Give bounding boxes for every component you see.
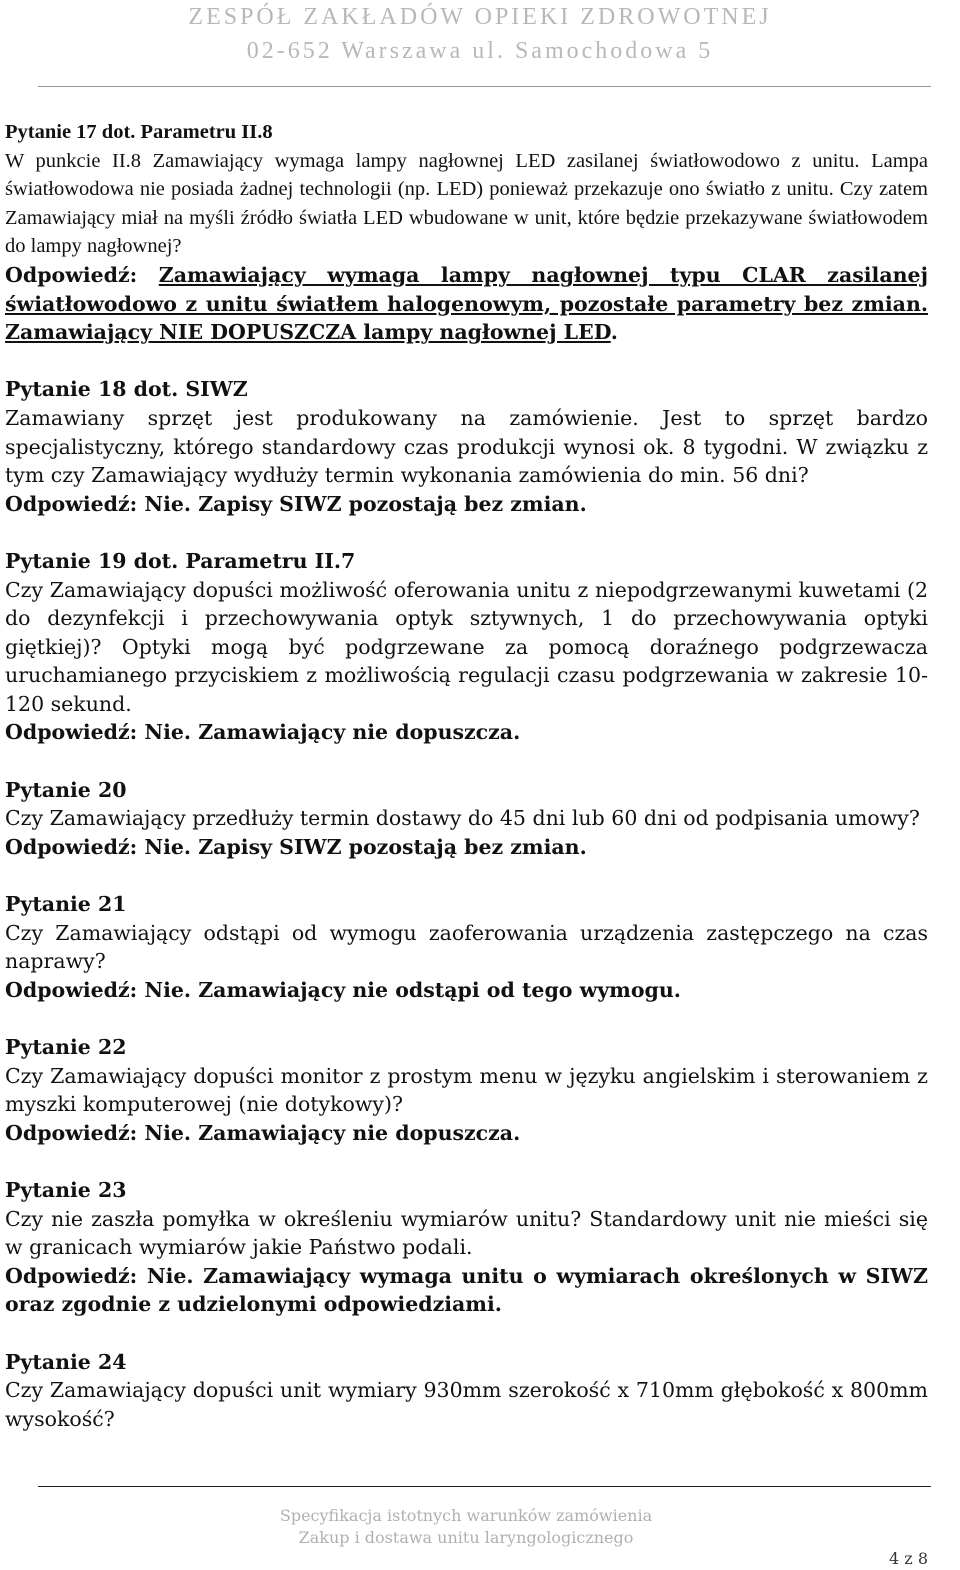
question-18 [5,375,928,518]
question-title: Pytanie 23 [5,1177,127,1202]
answer: Odpowiedź: Nie. Zapisy SIWZ pozostają bez zmian. [5,491,587,516]
question-title: Pytanie 21 [5,892,127,917]
answer: Odpowiedź: Nie. Zamawiający nie dopuszcza. [5,720,521,745]
question-23 [5,1176,928,1319]
question-title: Pytanie 20 [5,777,127,802]
answer: Odpowiedź: Nie. Zamawiający wymaga unitu o wymiarach określonych w SIWZ oraz zgodnie z udzielonymi odpowiedziami. [5,1263,928,1317]
question-20 [5,776,928,862]
question-title: Pytanie 18 dot. SIWZ [5,377,248,402]
question-19 [5,547,928,747]
question-title: Pytanie 22 [5,1035,127,1059]
header-divider [38,86,931,87]
footer-subject: Zakup i dostawa unitu laryngologicznego [298,1528,634,1547]
answer: Odpowiedź: Nie. Zamawiający nie dopuszcza. [5,1120,521,1145]
footer-spec-title: Specyfikacja istotnych warunków zamówienia [279,1506,653,1525]
question-title: Pytanie 19 dot. Parametru II.7 [5,548,356,573]
question-22 [5,1033,928,1147]
question-text: Czy Zamawiający dopuści możliwość oferowania unitu z niepodgrzewanymi kuwetami (2 do dezynfekcji i przechowywania optyk sztywnych, 1 do przechowywania optyki giętkiej)? Optyki mogą być podgrzewane za pomocą doraźnego podgrzewacza uruchamianego przyciskiem z możliwością regulacji czasu podgrzewania w zakresie 10-120 sekund. [5,577,928,716]
footer-divider [38,1486,931,1487]
page-number: 4 z 8 [889,1549,928,1568]
answer-text: Zamawiający wymaga lampy nagłownej typu CLAR zasilanej światłowodowo z unitu światłem halogenowym, pozostałe parametry bez zmian. Zamawiający NIE DOPUSZCZA lampy nagłownej LED [5,262,928,345]
question-text: Zamawiany sprzęt jest produkowany na zamówienie. Jest to sprzęt bardzo specjalistyczny, którego standardowy czas produkcji wynosi ok. 8 tygodni. W związku z tym czy Zamawiający wydłuży termin wykonania zamówienia do min. 56 dni? [5,405,928,488]
question-title: Pytanie 17 dot. Parametru II.8 [5,121,273,143]
header-address: 02-652 Warszawa ul. Samochodowa 5 [246,38,714,64]
question-title: Pytanie 24 [5,1349,127,1374]
question-text: Czy Zamawiający dopuści unit wymiary 930mm szerokość x 710mm głębokość x 800mm wysokość? [5,1378,928,1431]
question-text: W punkcie II.8 Zamawiający wymaga lampy nagłownej LED zasilanej światłowodowo z unitu. Lampa światłowodowa nie posiada żadnej technologii (np. LED) ponieważ przekazuje ono światło z unitu. Czy zatem Zamawiający miał na myśli źródło światła LED wbudowane w unit, które będzie przekazywane światłowodem do lampy nagłownej? [5,149,928,258]
question-text: Czy nie zaszła pomyłka w określeniu wymiarów unitu? Standardowy unit nie mieści się w granicach wymiarów jakie Państwo podali. [5,1206,928,1260]
question-24 [5,1348,928,1434]
answer: Odpowiedź: Nie. Zapisy SIWZ pozostają bez zmian. [5,834,587,859]
question-21 [5,890,928,1004]
header-institution: ZESPÓŁ ZAKŁADÓW OPIEKI ZDROWOTNEJ [188,4,772,30]
question-text: Czy Zamawiający przedłuży termin dostawy do 45 dni lub 60 dni od podpisania umowy? [5,806,920,831]
answer-end: . [610,320,618,345]
answer [5,261,928,347]
question-17 [5,118,928,347]
document-body [5,118,928,1433]
question-text: Czy Zamawiający dopuści monitor z prostym menu w języku angielskim i sterowaniem z myszki komputerowej (nie dotykowy)? [5,1063,928,1117]
answer-label: Odpowiedź: [5,262,138,287]
answer: Odpowiedź: Nie. Zamawiający nie odstąpi od tego wymogu. [5,977,681,1002]
question-text: Czy Zamawiający odstąpi od wymogu zaoferowania urządzenia zastępczego na czas naprawy? [5,920,928,974]
